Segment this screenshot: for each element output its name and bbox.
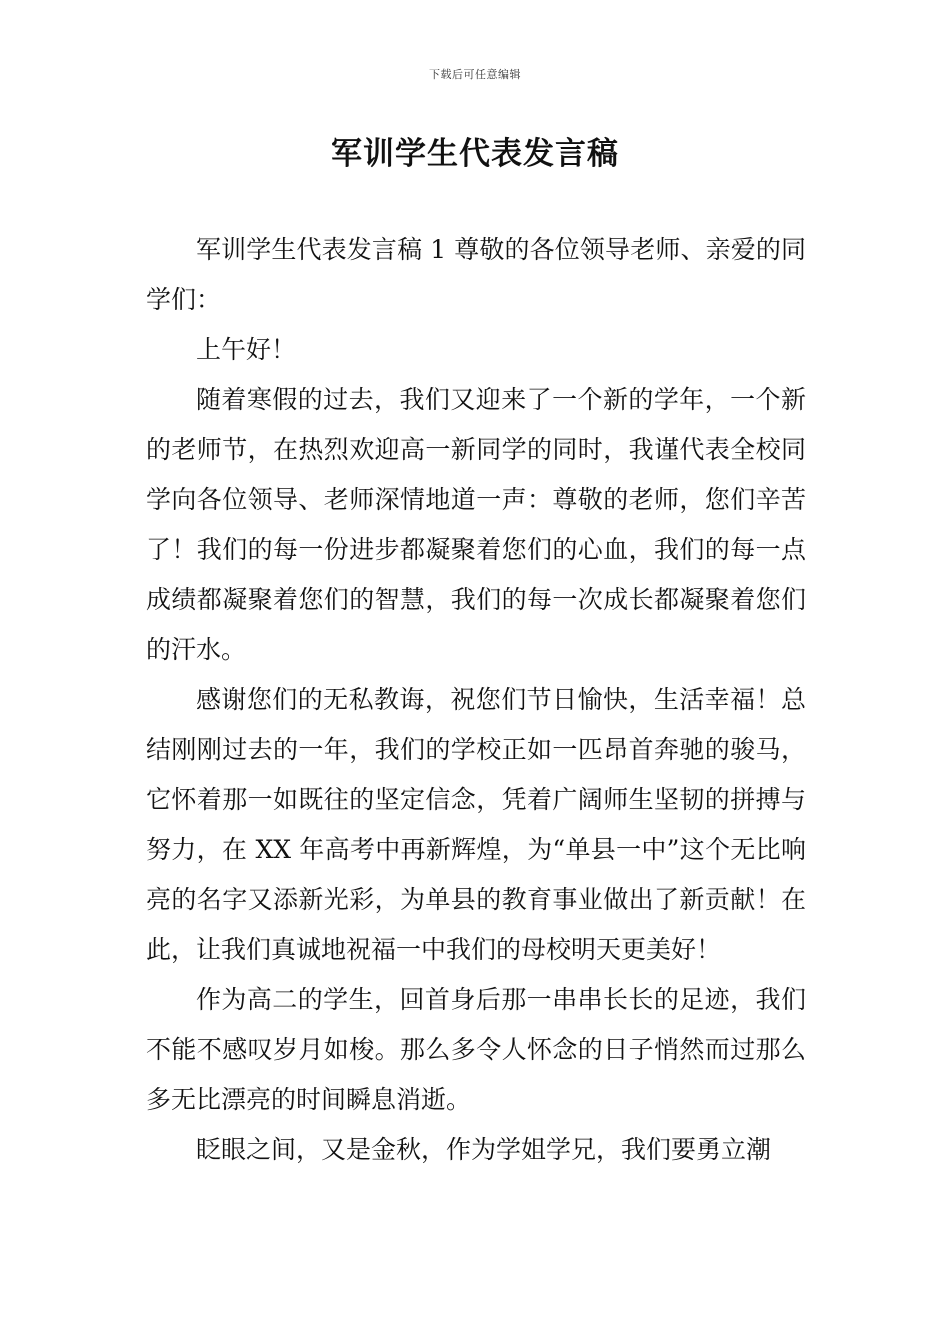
paragraph-greeting: 军训学生代表发言稿 1 尊敬的各位领导老师、亲爱的同学们： xyxy=(146,235,806,314)
document-body xyxy=(146,225,806,1175)
document-title: 军训学生代表发言稿 xyxy=(331,136,619,172)
paragraph-reflection: 作为高二的学生，回首身后那一串串长长的足迹，我们不能不感叹岁月如梭。那么多令人怀念的日子悄然而过那么多无比漂亮的时间瞬息消逝。 xyxy=(146,985,806,1114)
page-header-note: 下载后可任意编辑 xyxy=(429,68,521,81)
paragraph-good-morning: 上午好！ xyxy=(196,335,297,364)
paragraph-autumn: 眨眼之间，又是金秋，作为学姐学兄，我们要勇立潮 xyxy=(196,1135,772,1164)
paragraph-thanks: 感谢您们的无私教诲，祝您们节日愉快，生活幸福！总结刚刚过去的一年，我们的学校正如一匹昂首奔驰的骏马，它怀着那一如既往的坚定信念，凭着广阔师生坚韧的拼搏与努力，在 XX 年高考中再新辉煌，为“单县一中”这个无比响亮的名字又添新光彩，为单县的教育事业做出了新贡献！在此，让我们真诚地祝福一中我们的母校明天更美好！ xyxy=(146,685,806,964)
paragraph-new-year: 随着寒假的过去，我们又迎来了一个新的学年，一个新的老师节，在热烈欢迎高一新同学的同时，我谨代表全校同学向各位领导、老师深情地道一声：尊敬的老师，您们辛苦了！我们的每一份进步都凝聚着您们的心血，我们的每一点成绩都凝聚着您们的智慧，我们的每一次成长都凝聚着您们的汗水。 xyxy=(146,385,806,664)
